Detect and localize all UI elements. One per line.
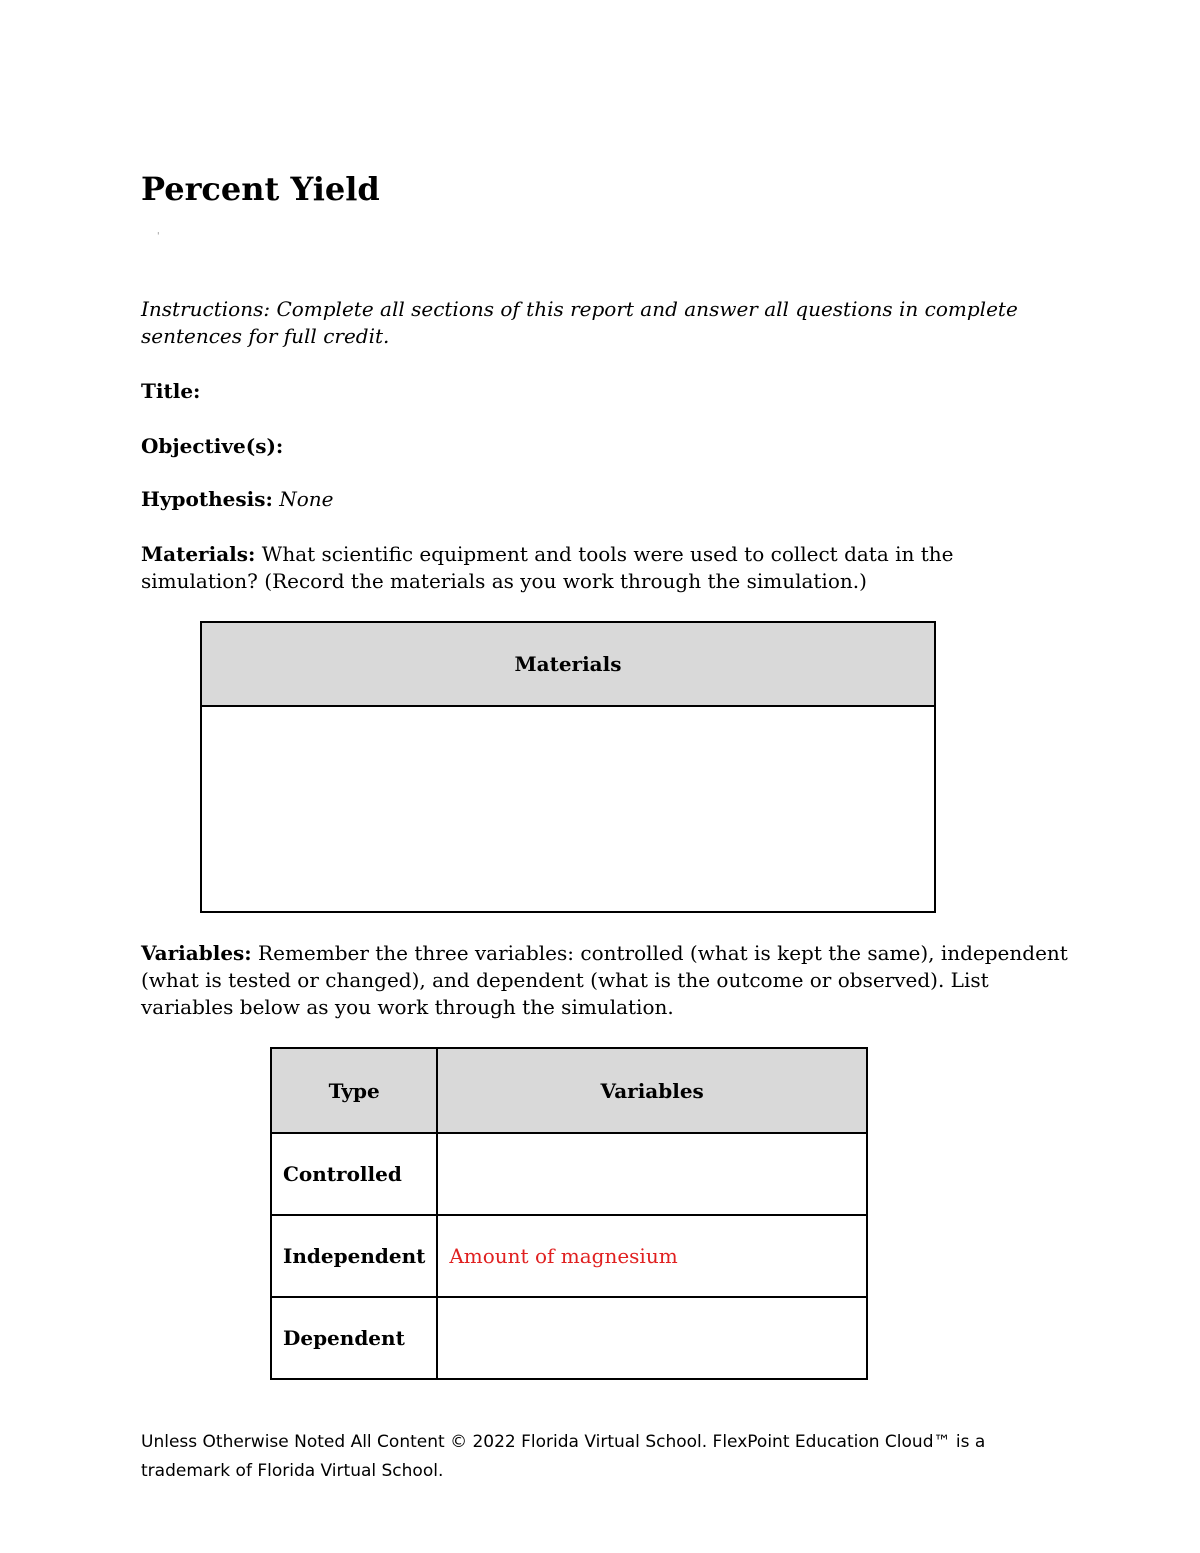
variables-text: Remember the three variables: controlled (what is kept the same), independent (what is tested or changed), and dependent (what is the outcome or observed). List variables below as you work through the simulation. <box>141 941 1068 1019</box>
dependent-value-cell[interactable] <box>437 1297 867 1379</box>
copyright-footer: Unless Otherwise Noted All Content © 2022 Florida Virtual School. FlexPoint Education Cloud™ is a trademark of Florida Virtual School. <box>141 1432 986 1481</box>
variables-line <box>141 940 1071 1021</box>
variables-header-variables: Variables <box>437 1048 867 1133</box>
row-label-independent: Independent <box>271 1215 437 1297</box>
materials-table-header: Materials <box>201 622 935 706</box>
objective-label: Objective(s): <box>141 434 284 458</box>
hypothesis-value: None <box>279 487 334 511</box>
materials-line <box>141 541 1071 595</box>
tick-mark: ' <box>157 232 160 242</box>
table-row <box>271 1215 867 1297</box>
materials-label: Materials: <box>141 542 256 566</box>
hypothesis-label: Hypothesis: <box>141 487 273 511</box>
variables-table <box>270 1047 868 1380</box>
row-label-dependent: Dependent <box>271 1297 437 1379</box>
page-title: Percent Yield <box>141 170 380 208</box>
title-label: Title: <box>141 379 201 403</box>
variables-label: Variables: <box>141 941 252 965</box>
table-row <box>271 1297 867 1379</box>
row-label-controlled: Controlled <box>271 1133 437 1215</box>
materials-table <box>200 621 936 913</box>
variables-header-type: Type <box>271 1048 437 1133</box>
hypothesis-line <box>141 486 1071 513</box>
materials-table-cell[interactable] <box>201 706 935 912</box>
independent-value-cell[interactable]: Amount of magnesium <box>437 1215 867 1297</box>
instructions-text: Instructions: Complete all sections of this report and answer all questions in complete sentences for full credit. <box>141 297 1018 348</box>
controlled-value-cell[interactable] <box>437 1133 867 1215</box>
materials-text: What scientific equipment and tools were used to collect data in the simulation? (Record the materials as you work through the simulation.) <box>141 542 954 593</box>
table-row <box>271 1133 867 1215</box>
